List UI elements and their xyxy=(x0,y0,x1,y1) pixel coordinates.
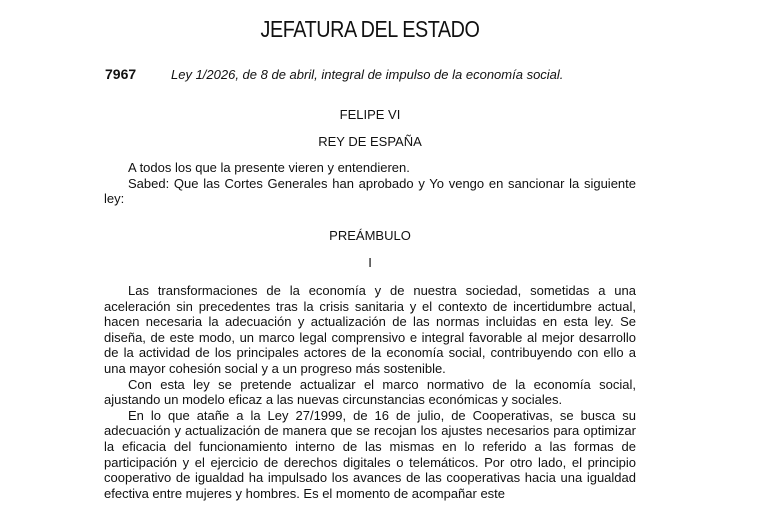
promulgation-line-1: A todos los que la presente vieren y entendieren. xyxy=(128,160,410,175)
preamble-paragraph-1: Las transformaciones de la economía y de nuestra sociedad, sometidas a una aceleración sin precedentes tras la crisis sanitaria y el contexto de incertidumbre actual, hacen necesaria la adecuación y actualización de las normas incluidas en esta ley. Se diseña, de este modo, un marco legal comprensivo e integral favorable al mejor desarrollo de la actividad de los principales actores de la economía social, contribuyendo con ello a una mayor cohesión social y a un progreso más sostenible. xyxy=(104,283,636,376)
law-number: 7967 xyxy=(105,66,137,82)
section-number: I xyxy=(368,255,372,270)
promulgation-line-2: Sabed: Que las Cortes Generales han aprobado y Yo vengo en sancionar la siguiente ley: xyxy=(104,175,636,207)
preamble-heading: PREÁMBULO xyxy=(329,228,411,243)
king-name: FELIPE VI xyxy=(339,107,401,122)
kingdom-title: REY DE ESPAÑA xyxy=(318,134,422,149)
promulgation-text xyxy=(104,160,636,207)
law-header xyxy=(105,66,645,82)
preamble-body xyxy=(104,283,636,501)
organism-heading: JEFATURA DEL ESTADO xyxy=(260,16,480,42)
law-title: Ley 1/2026, de 8 de abril, integral de impulso de la economía social. xyxy=(171,67,564,82)
preamble-paragraph-3: En lo que atañe a la Ley 27/1999, de 16 de julio, de Cooperativas, se busca su adecuación y actualización de manera que se recojan los ajustes necesarios para optimizar la eficacia del funcionamiento interno de las mismas en lo referido a las formas de participación y el ejercicio de derechos digitales o telemáticos. Por otro lado, el principio cooperativo de igualdad ha impulsado los avances de las cooperativas hacia una igualdad efectiva entre mujeres y hombres. Es el momento de acompañar este xyxy=(104,407,636,501)
preamble-paragraph-2: Con esta ley se pretende actualizar el marco normativo de la economía social, ajustando un modelo eficaz a las nuevas circunstancias económicas y sociales. xyxy=(104,376,636,408)
